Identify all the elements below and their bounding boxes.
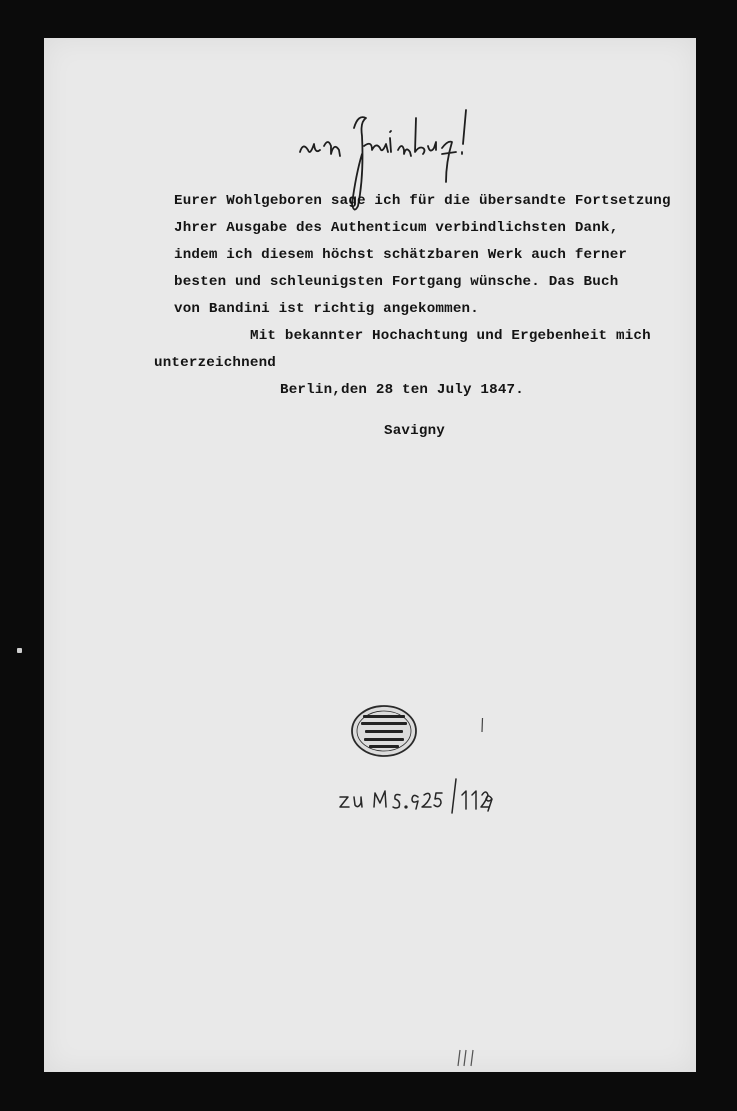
document-page (44, 38, 696, 1072)
body-line: Jhrer Ausgabe des Authenticum verbindlichsten Dank, (174, 220, 619, 236)
signature: Savigny (384, 423, 445, 439)
shelfmark-handwritten (334, 773, 494, 815)
closing-line: Mit bekannter Hochachtung und Ergebenheit mich (250, 328, 651, 344)
scan-edge-mark (17, 648, 22, 653)
body-line: Eurer Wohlgeboren sage ich für die übersandte Fortsetzung (174, 193, 671, 209)
library-stamp (349, 703, 419, 759)
body-line: besten und schleunigsten Fortgang wünsche. Das Buch (174, 274, 619, 290)
pencil-marks (456, 1048, 480, 1068)
pencil-tick (481, 718, 484, 732)
closing-line: unterzeichnend (154, 355, 276, 371)
body-line: von Bandini ist richtig angekommen. (174, 301, 479, 317)
body-line: indem ich diesem höchst schätzbaren Werk auch ferner (174, 247, 628, 263)
date-line: Berlin,den 28 ten July 1847. (280, 382, 524, 398)
